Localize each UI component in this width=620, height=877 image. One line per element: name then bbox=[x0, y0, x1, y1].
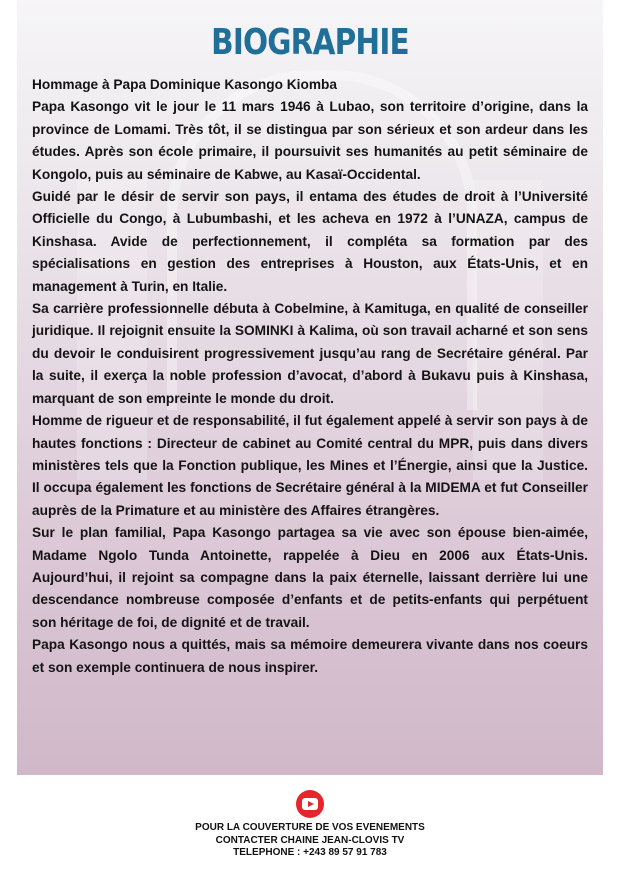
footer-line-coverage: POUR LA COUVERTURE DE VOS EVENEMENTS bbox=[195, 822, 425, 833]
paragraph-career: Sa carrière professionnelle débuta à Cobelmine, à Kamituga, en qualité de conseiller juridique. Il rejoignit ensuite la SOMINKI à Kalima, où son travail acharné et son sens du devoir le conduisirent progressivement jusqu’au rang de Secrétaire général. Par la suite, il exerça la noble profession d’avocat, d’abord à Bukavu puis à Kinshasa, marquant de son empreinte le monde du droit. bbox=[32, 301, 588, 406]
tribute-heading: Hommage à Papa Dominique Kasongo Kiomba bbox=[32, 77, 337, 92]
paragraph-family: Sur le plan familial, Papa Kasongo partagea sa vie avec son épouse bien-aimée, Madame Ngolo Tunda Antoinette, rappelée à Dieu en 2006 aux États-Unis. Aujourd’hui, il rejoint sa compagne dans la paix éternelle, laissant derrière lui une descendance nombreuse composée d’enfants et de petits-enfants qui perpétuent son héritage de foi, de dignité et de travail. bbox=[32, 525, 588, 630]
paragraph-closing: Papa Kasongo nous a quittés, mais sa mémoire demeurera vivante dans nos coeurs et son exemple continuera de nous inspirer. bbox=[32, 637, 588, 675]
youtube-play-box bbox=[302, 798, 318, 810]
paragraph-public-service: Homme de rigueur et de responsabilité, il fut également appelé à servir son pays à de hautes fonctions : Directeur de cabinet au Comité central du MPR, puis dans divers ministères tels que la Fonction publique, les Mines et l’Énergie, ainsi que la Justice. Il occupa également les fonctions de Secrétaire général à la MIDEMA et fut Conseiller auprès de la Primature et au ministère des Affaires étrangères. bbox=[32, 413, 588, 518]
paragraph-education: Guidé par le désir de servir son pays, il entama des études de droit à l’Université Officielle du Congo, à Lubumbashi, et les acheva en 1972 à l’UNAZA, campus de Kinshasa. Avide de perfectionnement, il compléta sa formation par des spécialisations en gestion des entreprises à Houston, aux États-Unis, et en management à Turin, en Italie. bbox=[32, 189, 588, 294]
footer-line-channel: CONTACTER CHAINE JEAN-CLOVIS TV bbox=[215, 834, 405, 846]
footer-contact bbox=[0, 822, 620, 860]
biography-text bbox=[32, 74, 588, 679]
youtube-icon[interactable] bbox=[296, 790, 324, 818]
footer-line-phone: TELEPHONE : +243 89 57 91 783 bbox=[233, 847, 387, 858]
biography-panel bbox=[17, 0, 603, 775]
page-title: BIOGRAPHIE bbox=[211, 22, 409, 63]
paragraph-birth: Papa Kasongo vit le jour le 11 mars 1946 à Lubao, son territoire d’origine, dans la province de Lomami. Très tôt, il se distingua par son sérieux et son ardeur dans les études. Après son école primaire, il poursuivit ses humanités au petit séminaire de Kongolo, puis au séminaire de Kabwe, au Kasaï-Occidental. bbox=[32, 99, 588, 182]
play-triangle-icon bbox=[308, 801, 314, 807]
